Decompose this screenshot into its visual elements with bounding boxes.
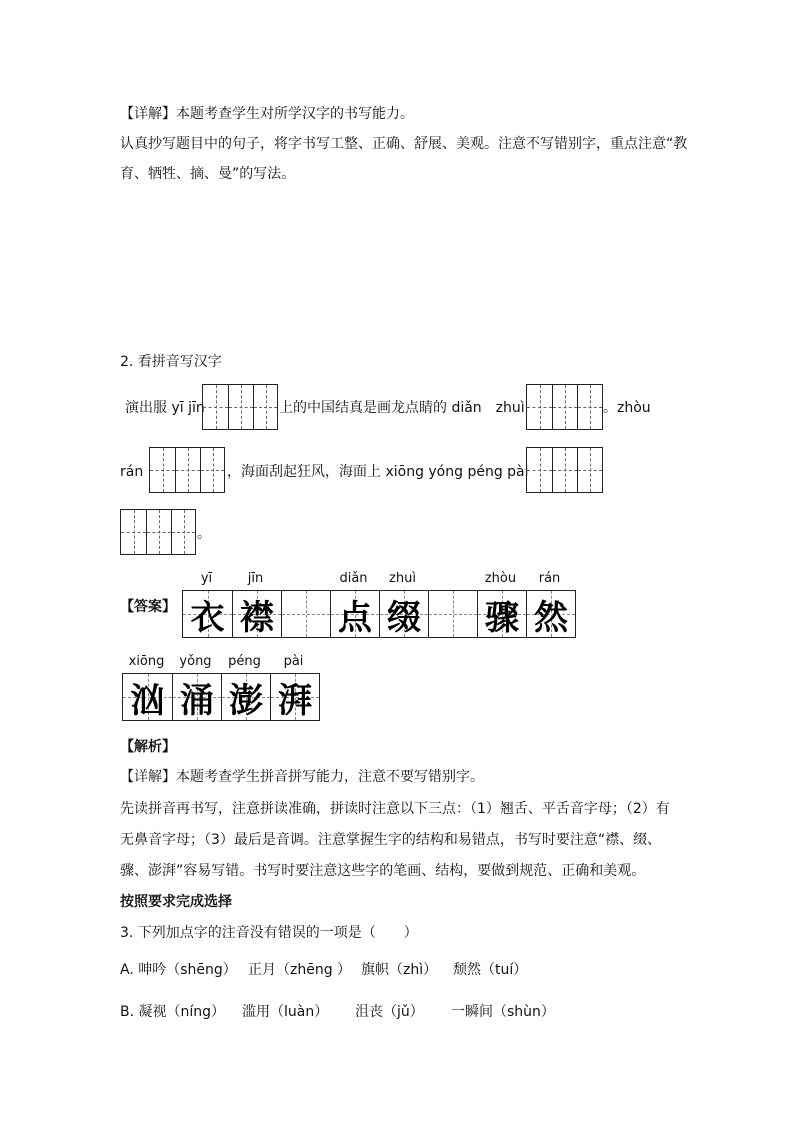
- answer-pinyin: diǎn: [339, 571, 368, 586]
- detail-text-line-2: 育、牺牲、摘、曼”的写法。: [120, 166, 296, 182]
- q3-option-a-2: 正月（zhēng ）: [248, 962, 352, 978]
- analysis-line-3: 骤、澎湃”容易写错。书写时要注意这些字的笔画、结构，要做到规范、正确和美观。: [120, 863, 646, 879]
- answer-char: 湃: [278, 680, 312, 721]
- q2-row2-text-a: rán: [120, 464, 144, 480]
- q3-option-a-3: 旗帜（zhì）: [361, 962, 438, 978]
- answer-char: 汹: [130, 680, 165, 721]
- q3-option-b-4: 一瞬间（shùn）: [451, 1004, 555, 1020]
- question-2-title: 2. 看拼音写汉字: [120, 354, 222, 370]
- q2-row3-end: 。: [197, 526, 211, 542]
- q3-option-b-2: 滥用（luàn）: [242, 1004, 329, 1020]
- answer-pinyin: rán: [538, 571, 561, 586]
- writing-grid-dianzhui[interactable]: [526, 384, 603, 430]
- answer-pinyin: zhuì: [389, 571, 416, 586]
- q3-option-a-4: 颓然（tuí）: [453, 962, 528, 978]
- answer-char: 涌: [180, 680, 214, 721]
- answer-pinyin: pài: [283, 654, 304, 669]
- question-3-stem: 3. 下列加点字的注音没有错误的一项是（ ）: [120, 925, 418, 941]
- q3-option-a-1[interactable]: A. 呻吟（shēng）: [120, 962, 237, 978]
- detail-text-line-1: 认真抄写题目中的句子，将字书写工整、正确、舒展、美观。注意不写错别字，重点注意“教: [120, 136, 688, 152]
- answer-char: 然: [534, 597, 568, 638]
- writing-grid-zhouran[interactable]: [149, 447, 225, 493]
- answer-label: 【答案】: [120, 599, 176, 615]
- answer-grid-row-1: [182, 590, 576, 638]
- answer-char: 骤: [485, 597, 519, 638]
- answer-char: 澎: [229, 680, 263, 721]
- answer-pinyin: xiōng: [128, 654, 165, 669]
- answer-char: 点: [338, 597, 372, 638]
- analysis-line-2: 无鼻音字母；（3）最后是音调。注意掌握生字的结构和易错点，书写时要注意“襟、缀、: [120, 832, 662, 848]
- analysis-line-1: 先读拼音再书写，注意拼读准确，拼读时注意以下三点：（1）翘舌、平舌音字母；（2）有: [120, 801, 670, 817]
- answer-grid-row-2: [122, 673, 320, 721]
- q2-row1-text-b: 上的中国结真是画龙点睛的 diǎn zhuì: [279, 400, 525, 416]
- q3-option-b-1[interactable]: B. 凝视（níng）: [120, 1004, 226, 1020]
- q2-row2-text-b: ，海面刮起狂风，海面上 xiōng yóng péng pài: [227, 464, 529, 480]
- answer-pinyin: jīn: [247, 571, 264, 586]
- answer-pinyin: yī: [200, 571, 213, 586]
- writing-grid-pengpai[interactable]: [120, 509, 196, 555]
- answer-char: 缀: [387, 597, 421, 638]
- answer-char: 衣: [190, 597, 225, 638]
- section-title: 按照要求完成选择: [120, 894, 232, 910]
- answer-pinyin: péng: [228, 654, 261, 669]
- detail-label-1: 【详解】本题考查学生对所学汉字的书写能力。: [120, 106, 414, 122]
- q3-option-b-3: 沮丧（jǔ）: [355, 1004, 424, 1020]
- answer-pinyin: zhòu: [484, 571, 517, 586]
- q2-row1-text-a: 演出服 yī jīn: [125, 400, 205, 416]
- q2-row1-text-c: 。zhòu: [603, 400, 651, 416]
- answer-char: 襟: [240, 597, 274, 638]
- writing-grid-xiongyong[interactable]: [526, 447, 603, 493]
- analysis-detail: 【详解】本题考查学生拼音拼写能力，注意不要写错别字。: [120, 769, 484, 785]
- answer-pinyin: yǒng: [179, 654, 212, 669]
- writing-grid-yijin[interactable]: [202, 384, 278, 430]
- analysis-label: 【解析】: [120, 739, 176, 755]
